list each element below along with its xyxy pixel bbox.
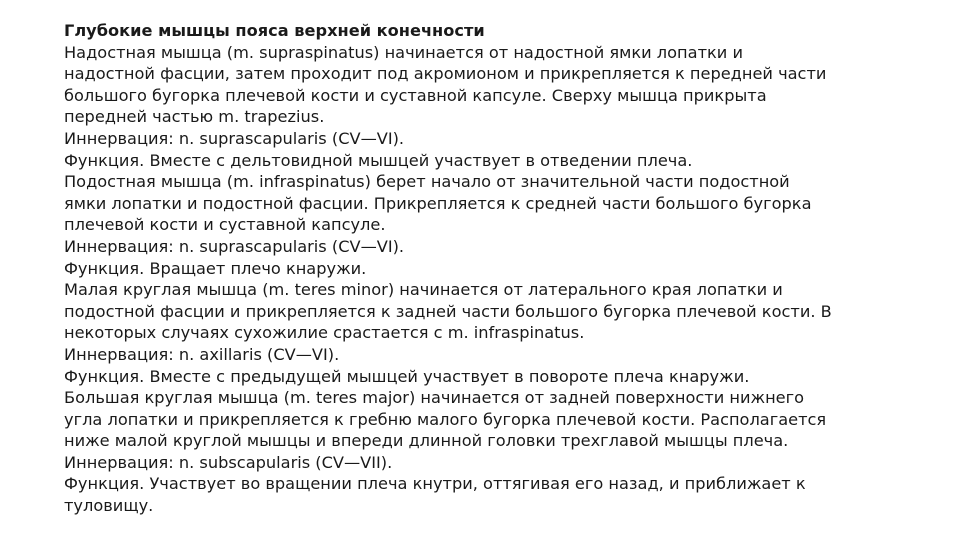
text-line: надостной фасции, затем проходит под акромионом и прикрепляется к передней части xyxy=(64,64,827,84)
text-line: Функция. Вместе с дельтовидной мышцей участвует в отведении плеча. xyxy=(64,150,693,170)
text-line: Иннервация: n. subscapularis (CV—VII). xyxy=(64,452,393,472)
text-line: Иннервация: n. axillaris (CV—VI). xyxy=(64,344,340,364)
text-line: некоторых случаях сухожилие срастается с m. infraspinatus. xyxy=(64,323,585,343)
text-line: Иннервация: n. suprascapularis (CV—VI). xyxy=(64,236,405,256)
text-line: Подостная мышца (m. infraspinatus) берет начало от значительной части подостной xyxy=(64,172,790,192)
text-line: передней частью m. trapezius. xyxy=(64,107,325,127)
text-line: подостной фасции и прикрепляется к задней части большого бугорка плечевой кости. В xyxy=(64,301,832,321)
text-line: угла лопатки и прикрепляется к гребню малого бугорка плечевой кости. Располагается xyxy=(64,409,827,429)
text-line: ниже малой круглой мышцы и впереди длинной головки трехглавой мышцы плеча. xyxy=(64,431,789,451)
text-line: туловищу. xyxy=(64,496,154,516)
slide-text xyxy=(64,20,924,517)
text-line: Надостная мышца (m. supraspinatus) начинается от надостной ямки лопатки и xyxy=(64,42,743,62)
text-line: Малая круглая мышца (m. teres minor) начинается от латерального края лопатки и xyxy=(64,280,783,300)
text-line: Функция. Вращает плечо кнаружи. xyxy=(64,258,367,278)
text-line: ямки лопатки и подостной фасции. Прикрепляется к средней части большого бугорка xyxy=(64,193,812,213)
slide-title: Глубокие мышцы пояса верхней конечности xyxy=(64,21,485,40)
text-line: Большая круглая мышца (m. teres major) начинается от задней поверхности нижнего xyxy=(64,388,805,408)
text-line: большого бугорка плечевой кости и суставной капсуле. Сверху мышца прикрыта xyxy=(64,85,767,105)
text-line: Функция. Вместе с предыдущей мышцей участвует в повороте плеча кнаружи. xyxy=(64,366,750,386)
text-line: плечевой кости и суставной капсуле. xyxy=(64,215,386,235)
text-line: Иннервация: n. suprascapularis (CV—VI). xyxy=(64,128,405,148)
text-line: Функция. Участвует во вращении плеча кнутри, оттягивая его назад, и приближает к xyxy=(64,474,806,494)
